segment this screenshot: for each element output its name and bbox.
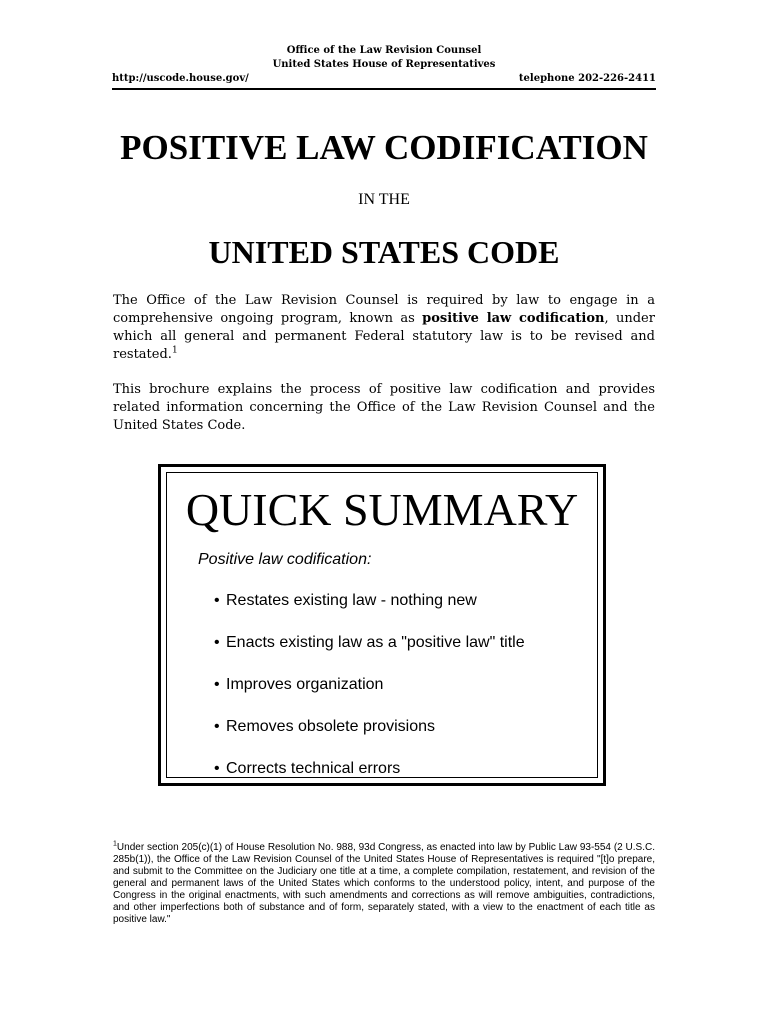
website-link[interactable]: http://uscode.house.gov/ (112, 73, 249, 84)
footnote-reference[interactable]: 1 (171, 345, 178, 356)
list-item-text: Corrects technical errors (226, 760, 401, 777)
quick-summary-box (158, 464, 606, 786)
quick-summary-list (214, 591, 525, 801)
intro-paragraph-1 (113, 292, 655, 364)
list-item (214, 633, 525, 675)
quick-summary-lead: Positive law codification: (198, 551, 372, 568)
office-header (0, 44, 768, 72)
list-item (214, 759, 525, 801)
page-title: POSITIVE LAW CODIFICATION (120, 128, 648, 167)
intro-paragraph-2: This brochure explains the process of positive law codification and provides related information concerning the Office of the Law Revision Counsel and the United States Code. (113, 382, 655, 433)
office-name: Office of the Law Revision Counsel (286, 45, 482, 56)
telephone-number: telephone 202-226-2411 (518, 73, 656, 84)
list-item (214, 717, 525, 759)
bullet-icon: • (214, 676, 220, 693)
intro-text-start: The Office of the Law Revision Counsel is required by law to engage in a comprehensive ongoing program, known as (113, 293, 655, 326)
intro-bold-term: positive law codification (422, 311, 605, 326)
intro-text-end: , under which all general and permanent Federal statutory law is to be revised and restated. (113, 311, 655, 362)
footnote-text: Under section 205(c)(1) of House Resolution No. 988, 93d Congress, as enacted into law by Public Law 93-554 (2 U.S.C. 285b(1)), the Office of the Law Revision Counsel of the United States House of Representatives is required "[t]o prepare, and submit to the Committee on the Judiciary one title at a time, a complete compilation, restatement, and revision of the general and permanent laws of the United States which conforms to the understood policy, intent, and purpose of the Congress in the original enactments, with such amendments and corrections as will remove ambiguities, contradictions, and other imperfections both of substance and of form, separately stated, with a view to the enactment of each title as positive law." (113, 842, 655, 925)
quick-summary-inner-border (166, 472, 598, 778)
bullet-icon: • (214, 634, 220, 651)
list-item-text: Restates existing law - nothing new (226, 592, 477, 609)
list-item (214, 675, 525, 717)
list-item-text: Enacts existing law as a "positive law" title (226, 634, 525, 651)
title-connector: IN THE (358, 191, 410, 208)
house-name: United States House of Representatives (272, 59, 496, 70)
footnote-marker: 1 (113, 840, 117, 848)
bullet-icon: • (214, 718, 220, 735)
list-item-text: Removes obsolete provisions (226, 718, 435, 735)
bullet-icon: • (214, 592, 220, 609)
footnote (113, 842, 655, 926)
list-item (214, 591, 525, 633)
quick-summary-title: QUICK SUMMARY (185, 484, 579, 535)
list-item-text: Improves organization (226, 676, 384, 693)
page-subtitle: UNITED STATES CODE (208, 234, 560, 270)
bullet-icon: • (214, 760, 220, 777)
contact-row (112, 72, 656, 90)
